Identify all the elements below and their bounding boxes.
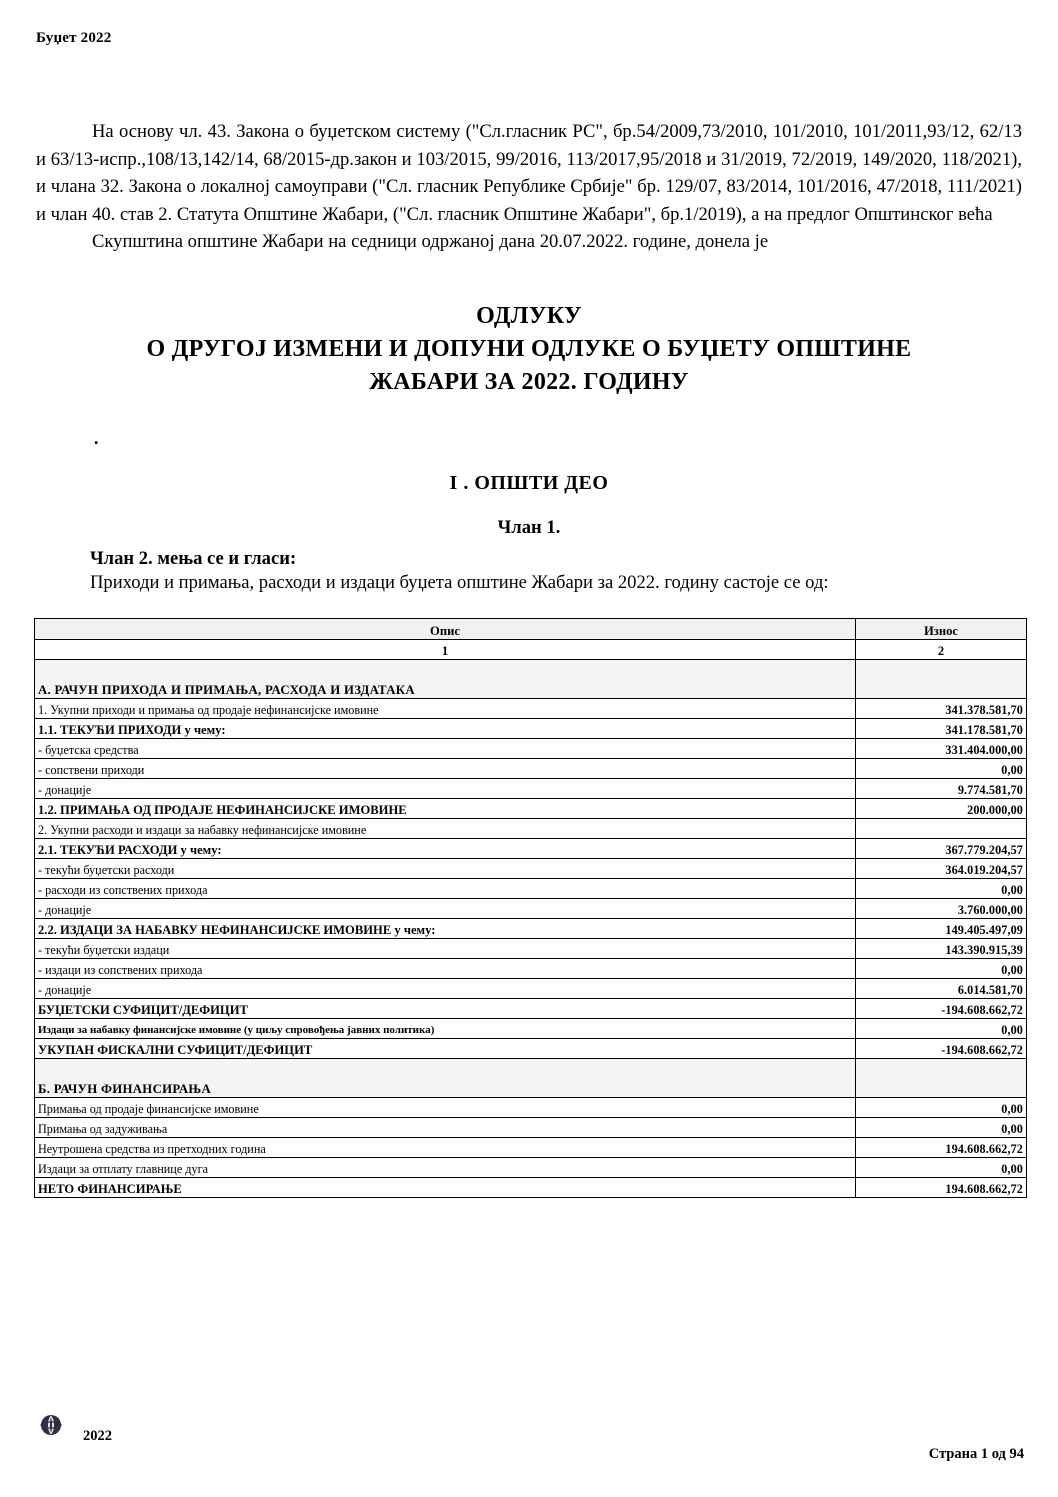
row-amount: 6.014.581,70 [856, 979, 1027, 999]
row-description: УКУПАН ФИСКАЛНИ СУФИЦИТ/ДЕФИЦИТ [35, 1039, 856, 1059]
table-row [35, 719, 1027, 739]
preamble-paragraph-2: Скупштина општине Жабари на седници одржаној дана 20.07.2022. године, донела је [92, 231, 769, 252]
budget-summary-table [34, 618, 1027, 1198]
row-description: 2.1. ТЕКУЋИ РАСХОДИ у чему: [35, 839, 856, 859]
row-amount: 364.019.204,57 [856, 859, 1027, 879]
row-description: - издаци из сопствених прихода [35, 959, 856, 979]
table-row [35, 919, 1027, 939]
row-description: - донације [35, 979, 856, 999]
row-description: Примања од задуживања [35, 1118, 856, 1138]
row-amount: 200.000,00 [856, 799, 1027, 819]
row-amount: 367.779.204,57 [856, 839, 1027, 859]
row-amount [856, 819, 1027, 839]
table-row [35, 1158, 1027, 1178]
amendment-note: Члан 2. мења се и гласи: [90, 548, 297, 569]
row-description: 1. Укупни приходи и примања од продаје нефинансијске имовине [35, 699, 856, 719]
decision-title-line-3: ЖАБАРИ ЗА 2022. ГОДИНУ [369, 369, 689, 395]
row-description: БУЏЕТСКИ СУФИЦИТ/ДЕФИЦИТ [35, 999, 856, 1019]
table-row [35, 859, 1027, 879]
row-amount: 341.378.581,70 [856, 699, 1027, 719]
preamble-paragraph-1: На основу чл. 43. Закона о буџетском систему ("Сл.гласник РС", бр.54/2009,73/2010, 101/2010, 101/2011,93/12, 62/13 и 63/13-испр.,108/13,142/14, 68/2015-др.закон и 103/2015, 99/2016, 113/2017,95/2018 и 31/2019, 72/2019, 149/2020, 118/2021), и члана 32. Закона о локалној самоуправи ("Сл. гласник Републике Србије" бр. 129/07, 83/2014, 101/2016, 47/2018, 111/2021) и члан 40. став 2. Статута Општине Жабари, ("Сл. гласник Општине Жабари", бр.1/2019), а на предлог Општинског већа [36, 121, 1022, 225]
row-description: Издаци за отплату главнице дуга [35, 1158, 856, 1178]
table-row [35, 939, 1027, 959]
row-amount: 0,00 [856, 959, 1027, 979]
row-description: - текући буџетски издаци [35, 939, 856, 959]
row-amount: 0,00 [856, 1158, 1027, 1178]
row-description: - текући буџетски расходи [35, 859, 856, 879]
row-amount: 0,00 [856, 1098, 1027, 1118]
stray-period-mark: . [94, 428, 99, 448]
row-amount: 149.405.497,09 [856, 919, 1027, 939]
preamble-block [36, 118, 1022, 256]
table-row [35, 1118, 1027, 1138]
row-amount: 0,00 [856, 759, 1027, 779]
table-lead-in-text: Приходи и примања, расходи и издаци буџета општине Жабари за 2022. годину састоје се од: [90, 572, 829, 593]
row-description: Издаци за набавку финансијске имовине (у циљу спровођења јавних политика) [35, 1019, 856, 1039]
row-amount: 0,00 [856, 1118, 1027, 1138]
running-header-title: Буџет 2022 [36, 30, 112, 46]
row-amount: 194.608.662,72 [856, 1178, 1027, 1198]
row-description: 2. Укупни расходи и издаци за набавку нефинансијске имовине [35, 819, 856, 839]
row-description: А. РАЧУН ПРИХОДА И ПРИМАЊА, РАСХОДА И ИЗДАТАКА [35, 660, 856, 699]
table-row [35, 739, 1027, 759]
decision-title-line-2: О ДРУГОЈ ИЗМЕНИ И ДОПУНИ ОДЛУКЕ О БУЏЕТУ ОПШТИНЕ [146, 336, 912, 362]
table-row [35, 759, 1027, 779]
table-group-row [35, 660, 1027, 699]
row-description: 1.2. ПРИМАЊА ОД ПРОДАЈЕ НЕФИНАНСИЈСКЕ ИМОВИНЕ [35, 799, 856, 819]
row-description: 1.1. ТЕКУЋИ ПРИХОДИ у чему: [35, 719, 856, 739]
row-amount: 194.608.662,72 [856, 1138, 1027, 1158]
table-body [35, 660, 1027, 1198]
table-row [35, 779, 1027, 799]
row-description: 2.2. ИЗДАЦИ ЗА НАБАВКУ НЕФИНАНСИЈСКЕ ИМОВИНЕ у чему: [35, 919, 856, 939]
table-head [35, 619, 1027, 660]
row-amount: 341.178.581,70 [856, 719, 1027, 739]
row-amount: 3.760.000,00 [856, 899, 1027, 919]
row-amount: 143.390.915,39 [856, 939, 1027, 959]
table-row [35, 959, 1027, 979]
budget-table-container [34, 618, 1026, 1198]
column-number-1: 1 [35, 640, 856, 660]
row-description: НЕТО ФИНАНСИРАЊЕ [35, 1178, 856, 1198]
table-row [35, 1039, 1027, 1059]
row-description: Неутрошена средства из претходних година [35, 1138, 856, 1158]
table-row [35, 999, 1027, 1019]
row-amount: 331.404.000,00 [856, 739, 1027, 759]
row-amount: -194.608.662,72 [856, 999, 1027, 1019]
table-row [35, 819, 1027, 839]
article-heading: Члан 1. [497, 517, 561, 538]
row-description: Б. РАЧУН ФИНАНСИРАЊА [35, 1059, 856, 1098]
row-description: - донације [35, 779, 856, 799]
row-description: - донације [35, 899, 856, 919]
row-description: - сопствени приходи [35, 759, 856, 779]
column-header-description: Опис [35, 619, 856, 640]
table-row [35, 1098, 1027, 1118]
table-column-number-row [35, 640, 1027, 660]
table-row [35, 879, 1027, 899]
table-header-row [35, 619, 1027, 640]
footer-page-number: Страна 1 од 94 [928, 1446, 1024, 1462]
table-group-row [35, 1059, 1027, 1098]
table-row [35, 839, 1027, 859]
row-amount: 9.774.581,70 [856, 779, 1027, 799]
row-description: Примања од продаје финансијске имовине [35, 1098, 856, 1118]
row-amount [856, 1059, 1027, 1098]
part-heading: I . ОПШТИ ДЕО [449, 472, 609, 494]
table-row [35, 799, 1027, 819]
table-row [35, 1019, 1027, 1039]
decision-title-block [36, 300, 1022, 399]
row-amount [856, 660, 1027, 699]
table-row [35, 899, 1027, 919]
row-amount: 0,00 [856, 879, 1027, 899]
footer-year: 2022 [83, 1428, 112, 1444]
row-amount: -194.608.662,72 [856, 1039, 1027, 1059]
row-amount: 0,00 [856, 1019, 1027, 1039]
column-number-2: 2 [856, 640, 1027, 660]
table-row [35, 699, 1027, 719]
row-description: - расходи из сопствених прихода [35, 879, 856, 899]
table-row [35, 979, 1027, 999]
decision-title-line-1: ОДЛУКУ [476, 303, 582, 329]
column-header-amount: Износ [856, 619, 1027, 640]
globe-emblem-icon [40, 1414, 62, 1436]
row-description: - буџетска средства [35, 739, 856, 759]
table-row [35, 1138, 1027, 1158]
table-row [35, 1178, 1027, 1198]
